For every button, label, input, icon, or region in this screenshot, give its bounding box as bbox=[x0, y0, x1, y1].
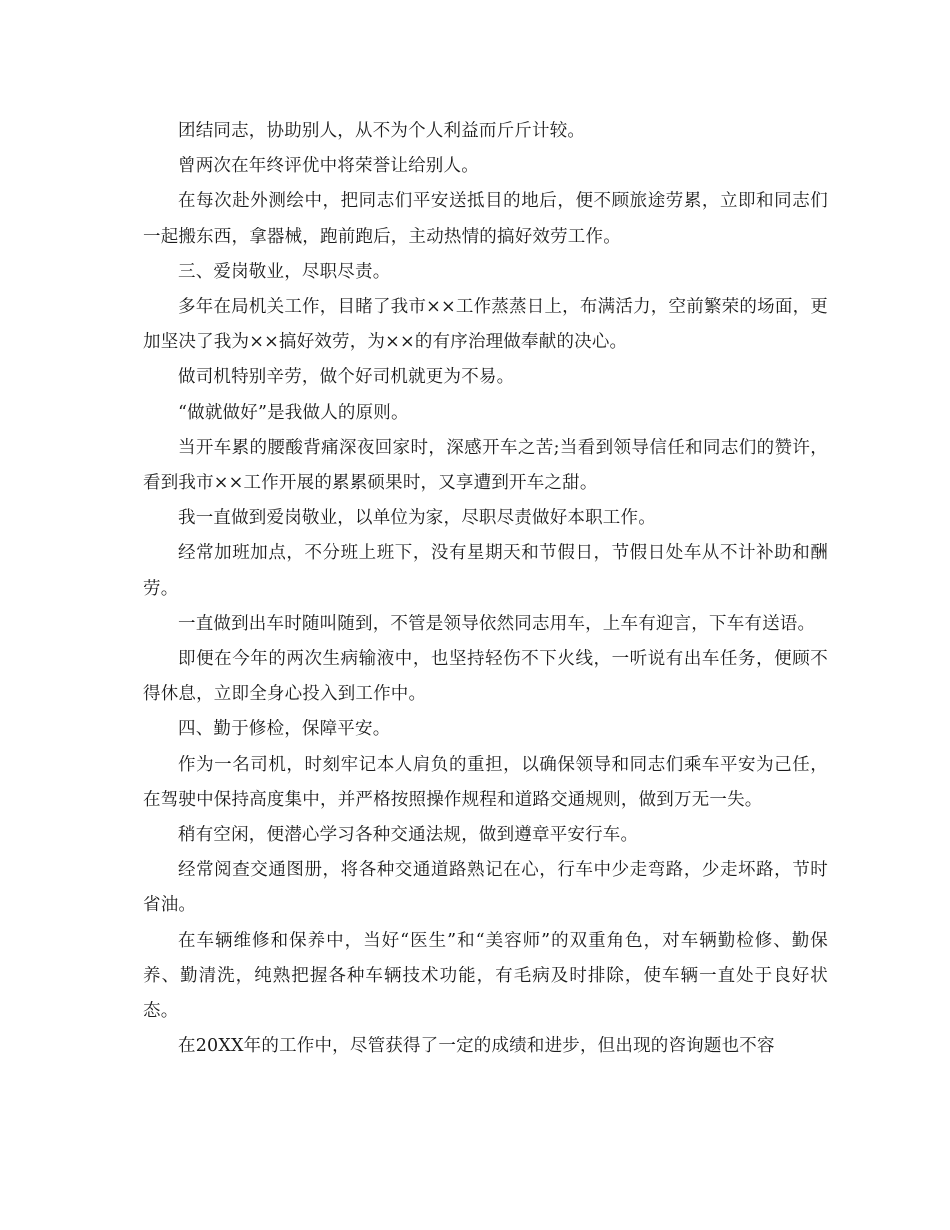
paragraph: 在20XX年的工作中，尽管获得了一定的成绩和进步，但出现的咨询题也不容 bbox=[178, 1036, 775, 1057]
paragraph: 即便在今年的两次生病输液中，也坚持轻伤不下火线，一听说有出车任务，便顾不得休息，立即全身心投入到工作中。 bbox=[143, 649, 828, 705]
paragraph: 在车辆维修和保养中，当好“医生”和“美容师”的双重角色，对车辆勤检修、勤保养、勤清洗，纯熟把握各种车辆技术功能，有毛病及时排除，使车辆一直处于良好状态。 bbox=[143, 930, 828, 1022]
paragraph: 经常加班加点，不分班上班下，没有星期天和节假日，节假日处车从不计补助和酬劳。 bbox=[143, 543, 828, 599]
paragraph: 做司机特别辛劳，做个好司机就更为不易。 bbox=[178, 367, 515, 388]
section-heading: 四、勤于修检，保障平安。 bbox=[178, 719, 391, 740]
paragraph: 稍有空闲，便潜心学习各种交通法规，做到遵章平安行车。 bbox=[178, 825, 639, 846]
document-body bbox=[143, 114, 828, 1064]
paragraph: 我一直做到爱岗敬业，以单位为家，尽职尽责做好本职工作。 bbox=[178, 508, 656, 529]
paragraph: 曾两次在年终评优中将荣誉让给别人。 bbox=[178, 156, 479, 177]
paragraph: 作为一名司机，时刻牢记本人肩负的重担，以确保领导和同志们乘车平安为己任，在驾驶中保持高度集中，并严格按照操作规程和道路交通规则，做到万无一失。 bbox=[143, 754, 828, 810]
paragraph: 当开车累的腰酸背痛深夜回家时，深感开车之苦;当看到领导信任和同志们的赞许，看到我市××工作开展的累累硕果时，又享遭到开车之甜。 bbox=[143, 437, 828, 494]
section-heading: 三、爱岗敬业，尽职尽责。 bbox=[178, 261, 391, 282]
paragraph: 在每次赴外测绘中，把同志们平安送抵目的地后，便不顾旅途劳累，立即和同志们一起搬东西，拿器械，跑前跑后，主动热情的搞好效劳工作。 bbox=[143, 191, 828, 247]
paragraph: 经常阅查交通图册，将各种交通道路熟记在心，行车中少走弯路，少走坏路，节时省油。 bbox=[143, 860, 828, 916]
paragraph: 团结同志，协助别人，从不为个人利益而斤斤计较。 bbox=[178, 121, 586, 141]
paragraph: 多年在局机关工作，目睹了我市××工作蒸蒸日上，布满活力，空前繁荣的场面，更加坚决了我为××搞好效劳，为××的有序治理做奉献的决心。 bbox=[143, 297, 828, 353]
paragraph: “做就做好”是我做人的原则。 bbox=[178, 402, 409, 423]
paragraph: 一直做到出车时随叫随到，不管是领导依然同志用车，上车有迎言，下车有送语。 bbox=[178, 613, 816, 634]
